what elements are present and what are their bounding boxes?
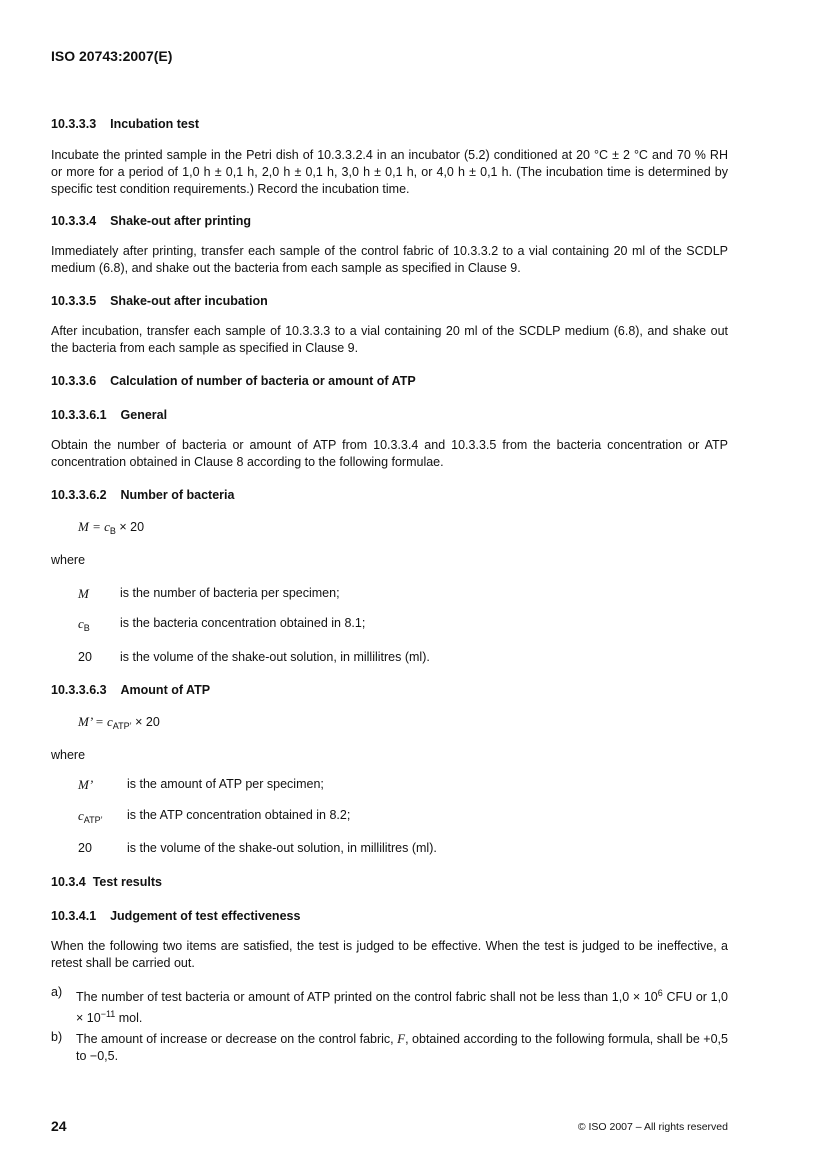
- section-title: Test results: [92, 875, 162, 889]
- paragraph-incubation: Incubate the printed sample in the Petri dish of 10.3.3.2.4 in an incubator (5.2) conditioned at 20 °C ± 2 °C and 70 % RH or more for a period of 1,0 h ± 0,1 h, 2,0 h ± 0,1 h, 3,0 h ± 0,1 h, or 4,0 h ± 0,1 h. (The incubation time is determined by specific test condition requirements.) Record the incubation time.: [51, 148, 728, 196]
- where-label: where: [51, 553, 86, 567]
- term-description: is the bacteria concentration obtained in 8.1;: [120, 616, 366, 630]
- section-heading-10-3-4: [51, 875, 162, 889]
- section-title: Shake-out after incubation: [110, 294, 268, 308]
- section-number: 10.3.3.6.2: [51, 488, 107, 502]
- term-description: is the ATP concentration obtained in 8.2;: [127, 808, 351, 822]
- section-number: 10.3.4: [51, 875, 86, 889]
- list-item-a: The number of test bacteria or amount of ATP printed on the control fabric shall not be less than $1,0 \times 10^6$ CFU or $1,0 \times 10^{-11}$ mol.: [76, 988, 728, 1025]
- section-heading-10-3-3-3: [51, 117, 199, 131]
- term-description: is the number of bacteria per specimen;: [120, 586, 340, 600]
- section-title: Calculation of number of bacteria or amount of ATP: [110, 374, 416, 388]
- formula-amount-of-atp: M’ = $c_{ATP’} \times 20$: [78, 714, 160, 731]
- term-symbol: 20: [78, 650, 92, 664]
- page-number: 24: [51, 1118, 67, 1134]
- section-number: 10.3.3.6: [51, 374, 97, 388]
- list-item-label: a): [51, 985, 63, 999]
- section-number: 10.3.3.4: [51, 214, 97, 228]
- paragraph-judgement: When the following two items are satisfied, the test is judged to be effective. When the test is judged to be ineffective, a retest shall be carried out.: [51, 939, 728, 970]
- section-number: 10.3.3.5: [51, 294, 97, 308]
- paragraph-shake-out-incubation: After incubation, transfer each sample of 10.3.3.3 to a vial containing 20 ml of the SCDLP medium (6.8), and shake out the bacteria from each sample as specified in Clause 9.: [51, 324, 728, 355]
- paragraph-shake-out-printing: Immediately after printing, transfer each sample of the control fabric of 10.3.3.2 to a vial containing 20 ml of the SCDLP medium (6.8), and shake out the bacteria from each sample as specified in Clause 9.: [51, 244, 728, 275]
- section-title: Shake-out after printing: [110, 214, 252, 228]
- section-title: Amount of ATP: [120, 683, 211, 697]
- section-title: Judgement of test effectiveness: [110, 909, 301, 923]
- section-heading-10-3-4-1: [51, 909, 300, 923]
- section-heading-10-3-3-6-2: [51, 488, 234, 502]
- section-heading-10-3-3-6: [51, 374, 416, 388]
- section-title: Incubation test: [110, 117, 199, 131]
- term-symbol: M: [78, 586, 89, 601]
- term-symbol: M’: [78, 777, 94, 792]
- where-label: where: [51, 748, 86, 762]
- term-description: is the volume of the shake-out solution, in millilitres (ml).: [120, 650, 430, 664]
- term-symbol: 20: [78, 841, 92, 855]
- list-item-label: b): [51, 1030, 63, 1044]
- section-heading-10-3-3-5: [51, 294, 268, 308]
- paragraph-general: Obtain the number of bacteria or amount of ATP from 10.3.3.4 and 10.3.3.5 from the bacteria concentration or ATP concentration obtained in Clause 8 according to the following formulae.: [51, 438, 728, 469]
- term-symbol: $c_{ATP’}$: [78, 808, 103, 825]
- section-number: 10.3.3.6.3: [51, 683, 107, 697]
- section-title: General: [120, 408, 168, 422]
- section-heading-10-3-3-6-1: [51, 408, 167, 422]
- section-title: Number of bacteria: [120, 488, 235, 502]
- list-item-b: The amount of increase or decrease on the control fabric, F, obtained according to the following formula, shall be +0,5 to −0,5.: [76, 1031, 728, 1063]
- section-heading-10-3-3-6-3: [51, 683, 210, 697]
- term-description: is the volume of the shake-out solution, in millilitres (ml).: [127, 841, 437, 855]
- term-description: is the amount of ATP per specimen;: [127, 777, 324, 791]
- section-heading-10-3-3-4: [51, 214, 251, 228]
- section-number: 10.3.3.6.1: [51, 408, 107, 422]
- copyright-notice: © ISO 2007 – All rights reserved: [577, 1121, 728, 1133]
- formula-number-of-bacteria: $M = c_B \times 20$: [78, 519, 145, 536]
- section-number: 10.3.4.1: [51, 909, 97, 923]
- section-number: 10.3.3.3: [51, 117, 97, 131]
- term-symbol: $c_B$: [78, 616, 90, 633]
- document-header: ISO 20743:2007(E): [51, 48, 173, 64]
